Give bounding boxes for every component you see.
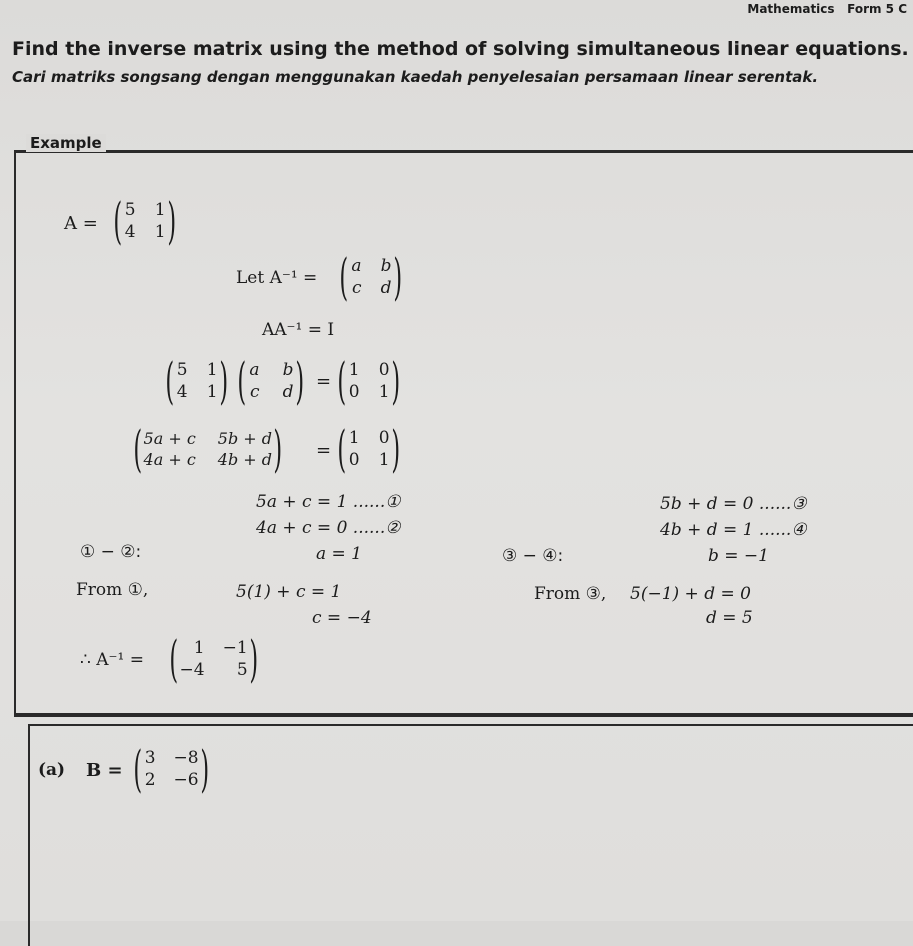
equation-3: 5b + d = 0 ......③ <box>660 494 807 514</box>
matrix-cell: −8 <box>173 748 199 768</box>
from3-label: From ③, <box>534 584 607 604</box>
equation-1: 5a + c = 1 ......① <box>256 492 401 512</box>
from3-line2: d = 5 <box>706 608 753 628</box>
from1-line1: 5(1) + c = 1 <box>236 582 342 602</box>
answer-matrix: ( 1 −1 −4 5 ) <box>169 630 258 688</box>
matrix-cell: a <box>249 360 260 380</box>
matrix-cell: 2 <box>144 770 156 790</box>
matrix-cell: 0 <box>378 360 390 380</box>
matrix-cell: 1 <box>154 222 166 242</box>
matrix-cell: −1 <box>222 638 248 658</box>
subject-label: Mathematics <box>747 2 835 16</box>
matrix-cell: 1 <box>378 382 390 402</box>
matrix-cell: 1 <box>378 450 390 470</box>
therefore-label: ∴ A⁻¹ = <box>80 650 144 670</box>
equals-sign: = <box>316 440 332 461</box>
header <box>747 2 907 16</box>
matrix-cell: d <box>282 382 294 402</box>
step1-label: ① − ②: <box>80 542 142 562</box>
matrix-inverse-vars: ( a b c d ) <box>339 248 402 306</box>
matrix-cell: 1 <box>206 360 218 380</box>
matrix-a-repeat: ( 5 1 4 1 ) <box>165 352 228 410</box>
from1-line2: c = −4 <box>312 608 372 628</box>
matrix-cell: 0 <box>348 450 360 470</box>
matrix-cell: b <box>282 360 294 380</box>
equation-4: 4b + d = 1 ......④ <box>660 520 807 540</box>
matrix-cell: 1 <box>206 382 218 402</box>
matrix-cell: 1 <box>193 638 205 658</box>
equation-2: 4a + c = 0 ......② <box>256 518 401 538</box>
matrix-cell: 5a + c <box>143 429 196 448</box>
step2-result: b = −1 <box>708 546 769 566</box>
matrix-cell: 3 <box>144 748 156 768</box>
matrix-cell: −4 <box>179 660 205 680</box>
page-subtitle: Cari matriks songsang dengan menggunakan kaedah penyelesaian persamaan linear serentak. <box>12 68 819 86</box>
step1-result: a = 1 <box>316 544 363 564</box>
from1-label: From ①, <box>76 580 149 600</box>
matrix-cell: −6 <box>173 770 199 790</box>
matrix-cell: 0 <box>348 382 360 402</box>
identity-matrix: ( 1 0 0 1 ) <box>337 352 400 410</box>
matrix-cell: 1 <box>154 200 166 220</box>
matrix-cell: 5 <box>236 660 248 680</box>
matrix-cell: c <box>351 278 362 298</box>
matrix-inverse-vars-repeat: ( a b c d ) <box>237 352 304 410</box>
matrix-cell: 4 <box>176 382 188 402</box>
matrix-a: ( 5 1 4 1 ) <box>113 192 176 250</box>
matrix-cell: 5b + d <box>217 429 273 448</box>
page-title: Find the inverse matrix using the method of solving simultaneous linear equations. <box>12 38 909 60</box>
identity-equation: AA⁻¹ = I <box>262 320 335 340</box>
matrix-a-label: A = <box>64 213 98 234</box>
matrix-cell: 1 <box>348 428 360 448</box>
question-a-label: (a) <box>38 760 66 780</box>
form-label: Form 5 C <box>847 2 907 16</box>
matrix-cell: 4b + d <box>217 450 273 469</box>
matrix-cell: 4a + c <box>143 450 196 469</box>
matrix-cell: 5 <box>176 360 188 380</box>
matrix-cell: b <box>380 256 392 276</box>
identity-matrix-repeat: ( 1 0 0 1 ) <box>337 420 400 478</box>
matrix-cell: 5 <box>124 200 136 220</box>
matrix-cell: 4 <box>124 222 136 242</box>
matrix-b-label: B = <box>86 760 123 781</box>
matrix-cell: d <box>380 278 392 298</box>
matrix-cell: 1 <box>348 360 360 380</box>
matrix-cell: 0 <box>378 428 390 448</box>
example-label: Example <box>26 134 106 152</box>
product-matrix: ( 5a + c 5b + d 4a + c 4b + d ) <box>133 420 283 478</box>
from3-line1: 5(−1) + d = 0 <box>630 584 751 604</box>
let-label: Let A⁻¹ = <box>236 268 318 288</box>
equals-sign: = <box>316 371 332 392</box>
step2-label: ③ − ④: <box>502 546 564 566</box>
matrix-cell: a <box>351 256 362 276</box>
matrix-b: ( 3 −8 2 −6 ) <box>133 740 209 798</box>
matrix-cell: c <box>249 382 260 402</box>
